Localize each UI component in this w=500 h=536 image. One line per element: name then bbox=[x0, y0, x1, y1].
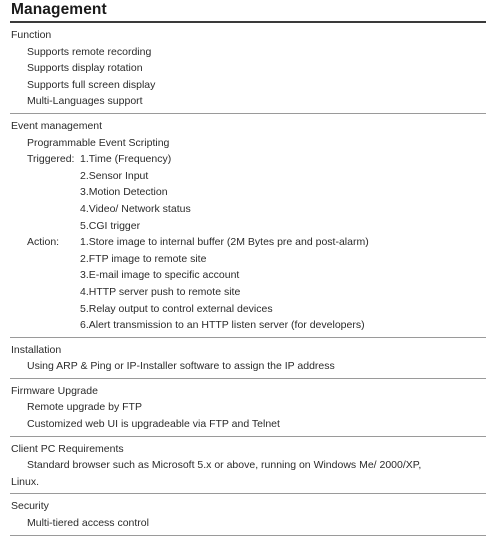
section-heading-event-management: Event management bbox=[11, 119, 103, 132]
action-item: 5.Relay output to control external devices bbox=[80, 302, 273, 315]
section-divider bbox=[10, 535, 486, 536]
function-item: Supports display rotation bbox=[27, 62, 143, 75]
firmware-item: Remote upgrade by FTP bbox=[27, 401, 142, 414]
trigger-item: 2.Sensor Input bbox=[80, 169, 149, 182]
section-firmware-upgrade bbox=[10, 379, 486, 436]
trigger-item: 1.Time (Frequency) bbox=[80, 153, 172, 166]
section-heading-function: Function bbox=[11, 29, 52, 41]
function-item: Multi-Languages support bbox=[27, 95, 143, 108]
action-item: 3.E-mail image to specific account bbox=[80, 269, 240, 282]
client-requirement-line: Standard browser such as Microsoft 5.x or above, running on Windows Me/ 2000/XP, bbox=[27, 459, 422, 472]
section-heading-client-pc: Client PC Requirements bbox=[11, 442, 124, 455]
action-item: 2.FTP image to remote site bbox=[80, 252, 207, 265]
triggered-row bbox=[10, 151, 486, 168]
action-row bbox=[10, 234, 486, 251]
installation-item: Using ARP & Ping or IP-Installer software to assign the IP address bbox=[27, 360, 335, 373]
triggered-label: Triggered: bbox=[27, 153, 75, 166]
section-event-management bbox=[10, 114, 486, 337]
action-item: 6.Alert transmission to an HTTP listen server (for developers) bbox=[80, 319, 365, 332]
section-security bbox=[10, 494, 486, 534]
action-label: Action: bbox=[27, 236, 60, 249]
section-function bbox=[10, 23, 486, 113]
trigger-item: 5.CGI trigger bbox=[80, 219, 141, 232]
action-item: 1.Store image to internal buffer (2M Bytes pre and post-alarm) bbox=[80, 236, 369, 249]
trigger-item: 3.Motion Detection bbox=[80, 186, 168, 199]
section-heading-security: Security bbox=[11, 500, 49, 513]
client-requirement-line: Linux. bbox=[11, 475, 40, 488]
event-scripting: Programmable Event Scripting bbox=[27, 136, 170, 149]
section-heading-firmware-upgrade: Firmware Upgrade bbox=[11, 384, 98, 397]
section-installation bbox=[10, 338, 486, 378]
firmware-item: Customized web UI is upgradeable via FTP and Telnet bbox=[27, 418, 280, 431]
page-title: Management bbox=[11, 1, 107, 18]
function-item: Supports full screen display bbox=[27, 78, 156, 91]
section-heading-installation: Installation bbox=[11, 343, 62, 356]
security-item: Multi-tiered access control bbox=[27, 517, 149, 530]
function-item: Supports remote recording bbox=[27, 45, 152, 58]
action-item: 4.HTTP server push to remote site bbox=[80, 285, 241, 298]
section-client-pc-requirements bbox=[10, 437, 486, 494]
trigger-item: 4.Video/ Network status bbox=[80, 202, 191, 215]
